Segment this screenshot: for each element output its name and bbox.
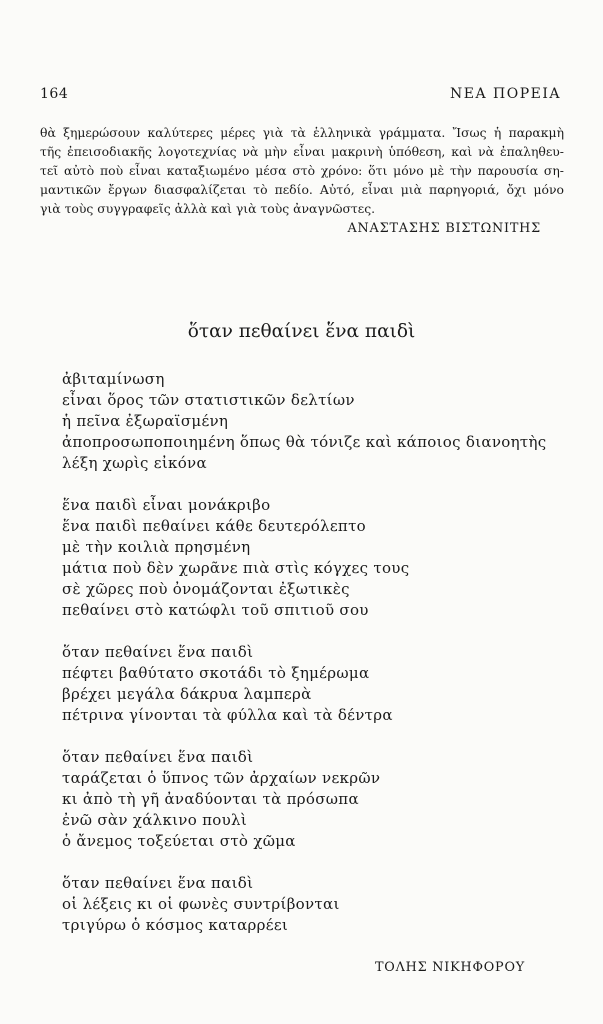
poem-line: ταράζεται ὁ ὕπνος τῶν ἀρχαίων νεκρῶν xyxy=(62,769,381,787)
poem-line: εἶναι ὅρος τῶν στατιστικῶν δελτίων xyxy=(62,391,355,409)
poem-line: πέφτει βαθύτατο σκοτάδι τὸ ξημέρωμα xyxy=(62,664,370,682)
poem-line: ἕνα παιδὶ εἶναι μονάκριβο xyxy=(62,496,271,514)
poem-line: ἕνα παιδὶ πεθαίνει κάθε δευτερόλεπτο xyxy=(62,517,367,535)
poem-line: λέξη χωρὶς εἰκόνα xyxy=(62,454,207,472)
poem-line: ὁ ἄνεμος τοξεύεται στὸ χῶμα xyxy=(62,832,296,850)
poem-line: οἱ λέξεις κι οἱ φωνὲς συντρίβονται xyxy=(62,895,340,913)
poem-stanza xyxy=(62,873,546,936)
page-number: 164 xyxy=(40,86,69,102)
poem-line: μὲ τὴν κοιλιὰ πρησμένη xyxy=(62,538,251,556)
poem-line: ὅταν πεθαίνει ἕνα παιδὶ xyxy=(62,874,254,892)
poem-line: σὲ χῶρες ποὺ ὀνομάζονται ἐξωτικὲς xyxy=(62,580,350,598)
prose-paragraph xyxy=(40,123,564,218)
poem-line: βρέχει μεγάλα δάκρυα λαμπερὰ xyxy=(62,685,312,703)
prose-line: μαντικῶν ἔργων διασφαλίζεται τὸ πεδίο. Αὐτό, εἶναι μιὰ παρηγοριά, ὄχι μόνο xyxy=(40,182,564,197)
poem-line: ἐνῶ σὰν χάλκινο πουλὶ xyxy=(62,811,248,829)
poem-line: τριγύρω ὁ κόσμος καταρρέει xyxy=(62,916,289,934)
poem-line: ὅταν πεθαίνει ἕνα παιδὶ xyxy=(62,643,254,661)
essay-author: ΑΝΑΣΤΑΣΗΣ ΒΙΣΤΩΝΙΤΗΣ xyxy=(347,221,541,236)
poem-stanza xyxy=(62,369,546,495)
prose-line: γιὰ τοὺς συγγραφεῖς ἀλλὰ καὶ γιὰ τοὺς ἀναγνῶστες. xyxy=(40,201,376,216)
poem-stanza xyxy=(62,642,546,747)
poem-title: ὅταν πεθαίνει ἕνα παιδὶ xyxy=(187,321,416,342)
prose-line: τεῖ αὐτὸ ποὺ εἶναι καταξιωμένο μέσα στὸ χρόνο: ὅτι μόνο μὲ τὴν παρουσία ση- xyxy=(40,163,564,178)
poem-line: ἡ πεῖνα ἐξωραϊσμένη xyxy=(62,412,229,430)
poem-line: ἀβιταμίνωση xyxy=(62,370,165,388)
poem-line: ἀποπροσωποποιημένη ὅπως θὰ τόνιζε καὶ κάποιος διανοητὴς xyxy=(62,433,547,451)
poem-body xyxy=(62,369,546,936)
prose-line: τῆς ἐπεισοδιακῆς λογοτεχνίας νὰ μὴν εἶναι μακρινὴ ὑπόθεση, καὶ νὰ ἐπαληθευ- xyxy=(40,144,564,159)
prose-line: θὰ ξημερώσουν καλύτερες μέρες γιὰ τὰ ἑλληνικὰ γράμματα. Ἴσως ἡ παρακμὴ xyxy=(40,125,564,140)
poem-line: πεθαίνει στὸ κατώφλι τοῦ σπιτιοῦ σου xyxy=(62,601,369,619)
poem-line: κι ἀπὸ τὴ γῆ ἀναδύονται τὰ πρόσωπα xyxy=(62,790,359,808)
poem-line: μάτια ποὺ δὲν χωρᾶνε πιὰ στὶς κόγχες τους xyxy=(62,559,410,577)
poem-line: πέτρινα γίνονται τὰ φύλλα καὶ τὰ δέντρα xyxy=(62,706,393,724)
poem-author: ΤΟΛΗΣ ΝΙΚΗΦΟΡΟΥ xyxy=(374,960,525,975)
poem-stanza xyxy=(62,495,546,642)
poem-stanza xyxy=(62,747,546,873)
running-title: ΝΕΑ ΠΟΡΕΙΑ xyxy=(450,86,561,102)
poem-line: ὅταν πεθαίνει ἕνα παιδὶ xyxy=(62,748,254,766)
